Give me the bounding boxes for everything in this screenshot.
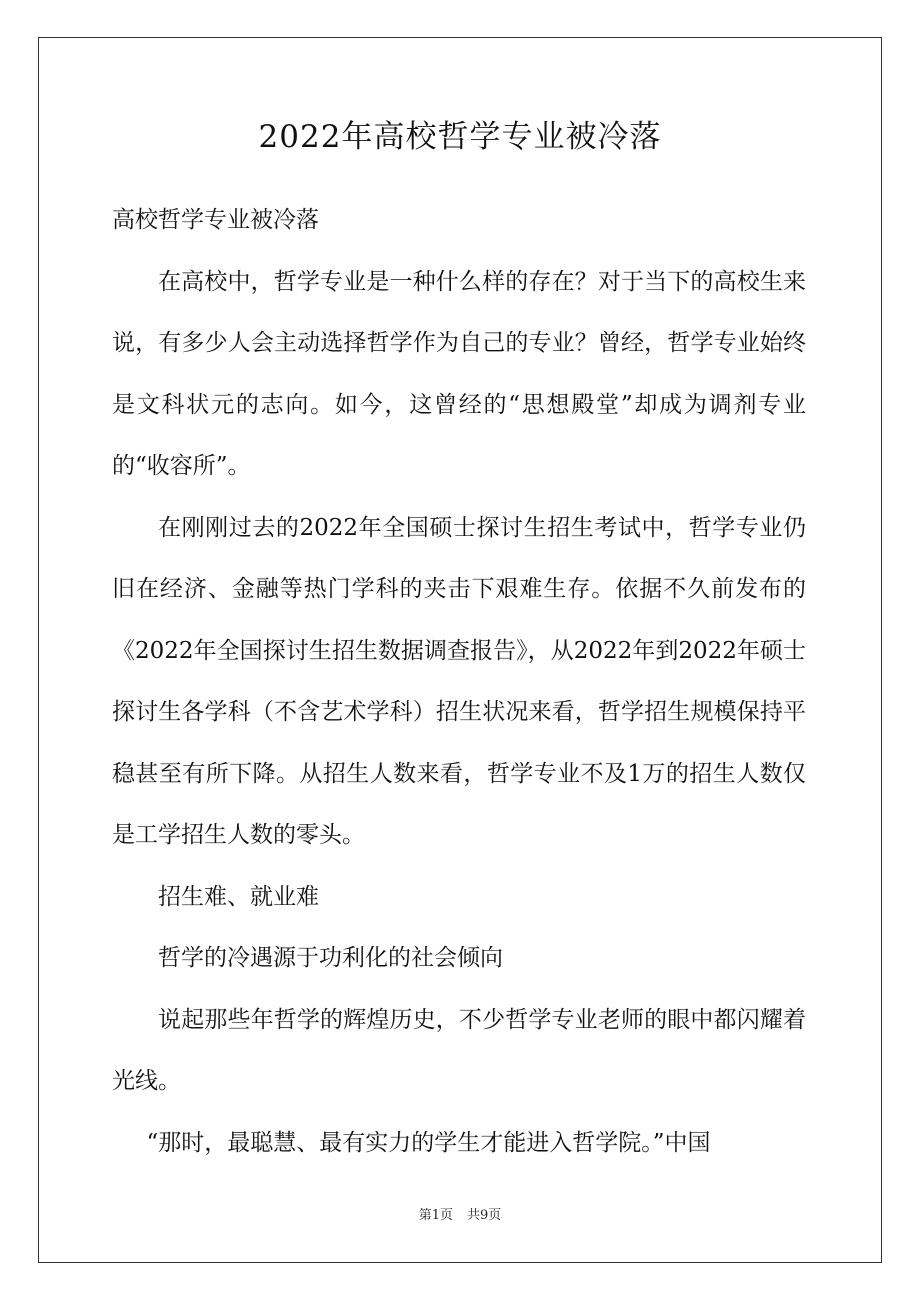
document-title: 2022年高校哲学专业被冷落 (258, 119, 662, 155)
page-total: 共9页 (467, 1208, 502, 1223)
page-number: 第1页 (418, 1208, 453, 1223)
subtitle-paragraph: 高校哲学专业被冷落 (112, 207, 319, 233)
body-paragraph: 说起那些年哲学的辉煌历史，不少哲学专业老师的眼中都闪耀着光线。 (112, 1006, 806, 1094)
page-footer (0, 1207, 920, 1225)
quote-paragraph: “那时，最聪慧、最有实力的学生才能进入哲学院。”中国 (146, 1129, 711, 1156)
section-heading: 招生难、就业难 (158, 883, 319, 910)
body-paragraph: 在高校中，哲学专业是一种什么样的存在？对于当下的高校生来说，有多少人会主动选择哲学作为自己的专业？曾经，哲学专业始终是文科状元的志向。如今，这曾经的“思想殿堂”却成为调剂专业的“收容所”。 (112, 268, 806, 479)
body-paragraph: 在刚刚过去的2022年全国硕士探讨生招生考试中，哲学专业仍旧在经济、金融等热门学科的夹击下艰难生存。依据不久前发布的《2022年全国探讨生招生数据调查报告》，从2022年到2022年硕士探讨生各学科（不含艺术学科）招生状况来看，哲学招生规模保持平稳甚至有所下降。从招生人数来看，哲学专业不及1万的招生人数仅是工学招生人数的零头。 (112, 514, 806, 848)
section-heading: 哲学的冷遇源于功利化的社会倾向 (158, 945, 503, 971)
document-body (112, 190, 806, 1174)
